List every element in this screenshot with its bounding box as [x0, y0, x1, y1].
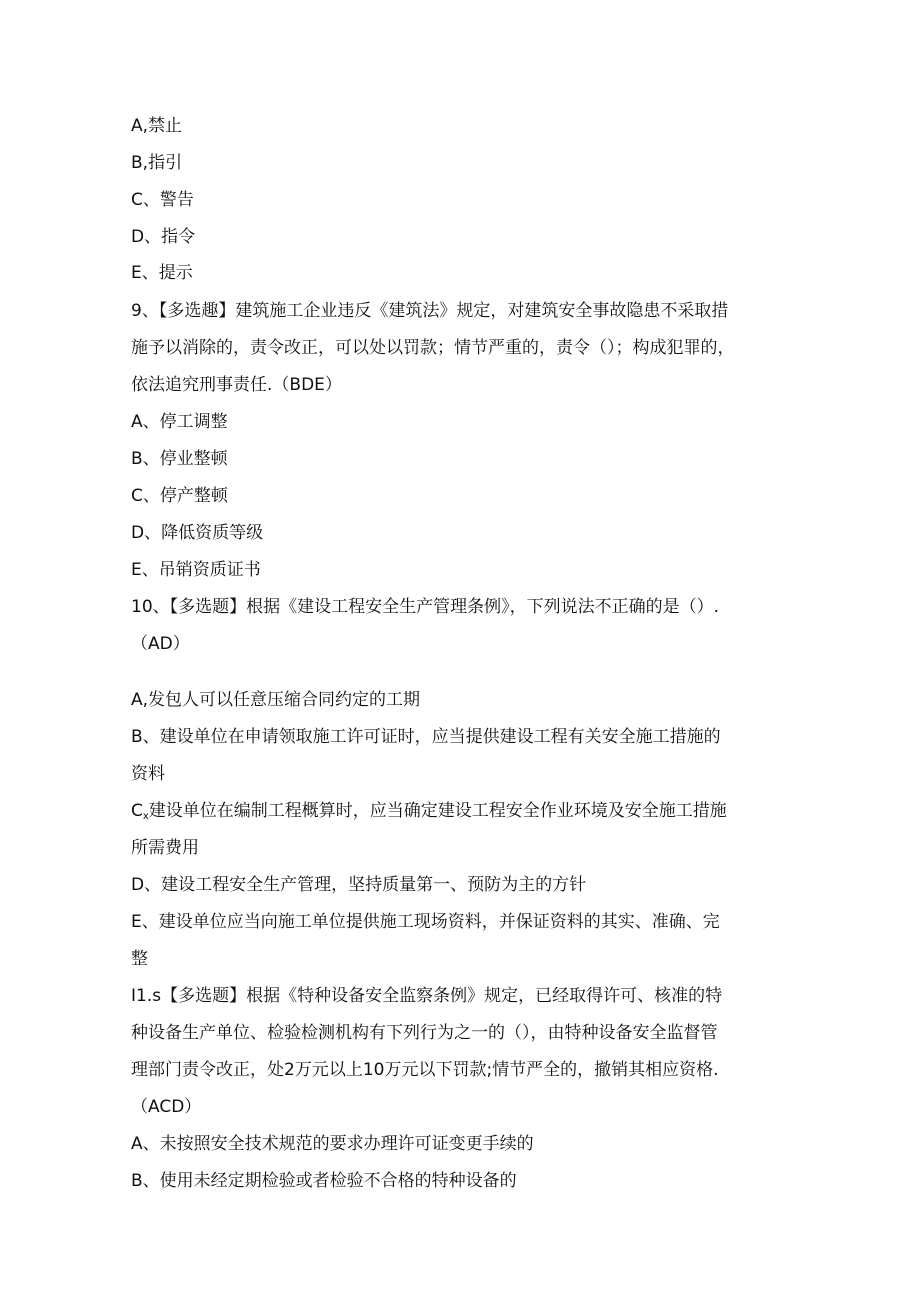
- q9-option-a: A、停工调整: [131, 412, 228, 432]
- q9-stem-line-2: 施予以消除的，责令改正，可以处以罚款；情节严重的，责令（）；构成犯罪的，: [131, 338, 735, 358]
- q10-option-c-letter: C: [131, 801, 143, 821]
- q10-option-c-text: 建设单位在编制工程概算时，应当确定建设工程安全作业环境及安全施工措施: [148, 801, 727, 821]
- q10-option-c-subscript: x: [142, 811, 149, 822]
- q9-option-d: D、降低资质等级: [131, 523, 264, 543]
- q11-stem-line-1: I1.s【多选题】根据《特种设备安全监察条例》规定，已经取得许可、核准的特: [131, 986, 723, 1006]
- q9-option-c: C、停产整顿: [131, 486, 228, 506]
- q8-option-a: A,禁止: [131, 116, 183, 136]
- q9-stem-line-3: 依法追究刑事责任.（BDE）: [131, 375, 342, 395]
- q10-stem-line-1: 10、【多选题】根据《建设工程安全生产管理条例》，下列说法不正确的是（）.: [131, 597, 720, 617]
- q9-option-e: E、吊销资质证书: [131, 560, 261, 580]
- q10-option-e-line-1: E、建设单位应当向施工单位提供施工现场资料，并保证资料的其实、准确、完: [131, 912, 720, 932]
- q9-option-b: B、停业整顿: [131, 449, 228, 469]
- q11-option-a: A、未按照安全技术规范的要求办理许可证变更手续的: [131, 1134, 534, 1154]
- q8-option-e: E、提示: [131, 263, 193, 283]
- q11-stem-line-4: （ACD）: [131, 1097, 202, 1117]
- q10-option-e-line-2: 整: [131, 949, 148, 969]
- q11-stem-line-2: 种设备生产单位、检验检测机构有下列行为之一的（），由特种设备安全监督管: [131, 1023, 718, 1043]
- q9-stem-line-1: 9、【多选趣】建筑施工企业违反《建筑法》规定，对建筑安全事故隐患不采取措: [131, 301, 729, 321]
- q10-option-b-line-2: 资料: [131, 764, 165, 784]
- q10-stem-line-2: （AD）: [131, 634, 190, 654]
- q8-option-b: B,指引: [131, 153, 183, 173]
- q8-option-c: C、警告: [131, 190, 194, 210]
- q10-option-b-line-1: B、建设单位在申请领取施工许可证时，应当提供建设工程有关安全施工措施的: [131, 727, 721, 747]
- q11-option-b: B、使用未经定期检验或者检验不合格的特种设备的: [131, 1171, 517, 1191]
- q11-stem-line-3: 理部门责令改正，处2万元以上10万元以下罚款;情节严全的，撤销其相应资格.: [131, 1060, 719, 1080]
- q8-option-d: D、指令: [131, 227, 196, 247]
- q10-option-c-line-2: 所需费用: [131, 838, 199, 858]
- q10-option-a: A,发包人可以任意压缩合同约定的工期: [131, 690, 421, 710]
- q10-option-d: D、建设工程安全生产管理，坚持质量第一、预防为主的方针: [131, 875, 587, 895]
- q10-option-c-line-1: [131, 800, 727, 822]
